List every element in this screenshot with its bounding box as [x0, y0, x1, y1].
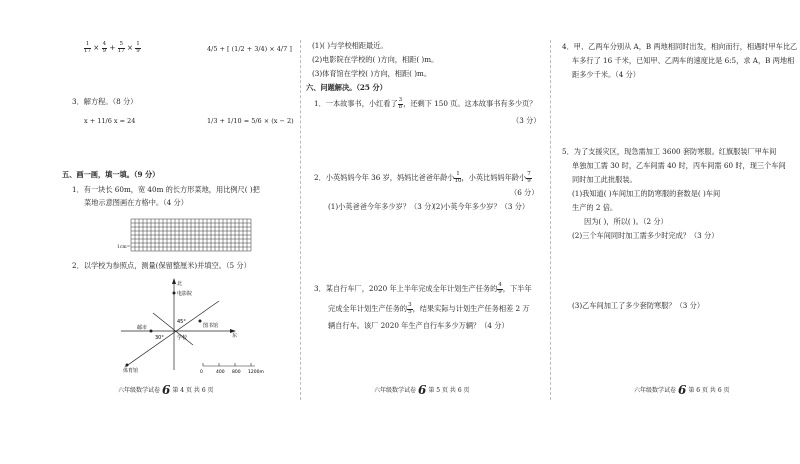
problem-3-line-1: 3．某自行车厂，2020 年上半年完成全年计划生产任务的 $\frac{4}{9}$ ，下半年	[314, 282, 532, 295]
page-4	[0, 0, 300, 464]
problem-2: 2．小英妈妈今年 36 岁，妈妈比爸爸年龄小 $\frac{1}{10}$ ，小英比妈妈年龄小 $\frac{7}{9}$	[314, 171, 531, 184]
north-arrow	[172, 278, 176, 284]
cinema-dot	[173, 292, 176, 295]
scale-tick-label: 400	[216, 370, 225, 375]
post-label: 邮市	[137, 325, 148, 331]
q2-title: 2．以学校为参照点，测量(保留整厘米)并填空。（5 分）	[72, 261, 251, 270]
scale-label: 1cm=	[117, 245, 131, 250]
problem-2-score: （6 分）	[510, 188, 539, 197]
gym-dot	[126, 364, 129, 367]
post-dot	[150, 330, 153, 333]
angle-45-label: 45°	[177, 319, 186, 325]
q5-line-3: 同时加工此批服装。	[572, 175, 637, 184]
equation-1: x + 11/6 x = 24	[84, 117, 136, 125]
angle-30-label: 30°	[155, 335, 164, 341]
page-6	[550, 0, 800, 464]
diagonal-line-1	[125, 301, 219, 367]
answer-line-1: (1)( )与学校相距最近。	[312, 41, 388, 50]
gym-label: 体育馆	[123, 368, 139, 374]
q1-line-a: 1．有一块长 60m，宽 40m 的长方形菜地，用比例尺( )把	[72, 185, 260, 194]
scale-ticks	[200, 363, 264, 375]
answer-line-3: (3)体育馆在学校( )方向，相距( )m。	[312, 69, 432, 78]
problem-3-line-3: 辆自行车。该厂 2020 年生产自行车多少万辆？（4 分）	[328, 321, 509, 330]
page-5-footer: 六年级数学试卷 6 第 5 页 共 6 页	[374, 383, 470, 397]
q5-sub2: (2)三个车间同时加工需多少时完成？（3 分）	[572, 231, 719, 240]
q5-sub1-line-2: 生产的 2 倍。	[572, 203, 618, 212]
calc-expression-2: 4/5 + [ (1/2 + 3/4) × 4/7 ]	[207, 45, 292, 53]
q5-line-2: 单独加工需 30 时，乙车间需 40 时，丙车间需 60 时，现三个车间	[572, 161, 786, 170]
page-5	[300, 0, 550, 464]
library-dot	[199, 320, 202, 323]
q3-title: 3．解方程。（8 分）	[72, 97, 138, 106]
scale-tick-label: 800	[232, 370, 241, 375]
q5-sub1-line-3: 因为( )，所以( )。（2 分）	[584, 217, 668, 226]
answer-line-2: (2)电影院在学校的( )方向，相距( )m。	[312, 55, 439, 64]
problem-2-q1: (1)小英爸爸今年多少岁？（3 分）	[328, 202, 439, 211]
page-4-footer: 六年级数学试卷 6 第 4 页 共 6 页	[118, 383, 214, 397]
q4-line-1: 4．甲、乙两车分别从 A，B 两地相同时出发，相向而行，相遇时甲车比乙	[562, 42, 798, 51]
q5-sub1-line-1: (1)我知道( )车间加工的防寒服的套数是( )车间	[572, 189, 721, 198]
drawing-grid[interactable]	[130, 218, 252, 252]
school-label: 学校	[177, 335, 188, 341]
north-label: 北	[177, 281, 183, 287]
q5-line-1: 5．为了支援灾区，现急需加工 3600 套防寒服。红旗服装厂甲车间	[562, 147, 777, 156]
q4-line-2: 车多行了 16 千米，已知甲、乙两车的速度比是 6:5，求 A，B 两地相	[572, 56, 795, 65]
section-5-title: 五、画一画，填一填。（9 分）	[62, 170, 160, 179]
problem-3-line-2: 完成全年计划生产任务的 $\frac{3}{5}$ ，结果实际与计划生产任务相差 2 万	[328, 302, 530, 315]
scale-tick-label: 0	[200, 370, 203, 375]
problem-2-q2: (2)小英今年多少岁？（3 分）	[433, 202, 530, 211]
q1-line-b: 菜地示意图画在方格中。（4 分）	[84, 198, 188, 207]
library-label: 图书馆	[203, 323, 219, 329]
scale-tick-label: 1200m	[248, 370, 264, 375]
location-map	[115, 275, 265, 375]
q5-sub3: (3)乙车间加工了多少套防寒服？（3 分）	[572, 301, 705, 310]
cinema-label: 电影院	[177, 291, 193, 297]
section-6-title: 六、问题解决。（25 分）	[306, 83, 387, 92]
page-6-footer: 六年级数学试卷 6 第 6 页 共 6 页	[634, 383, 730, 397]
equation-2: 1/3 + 1/10 = 5/6 × (x − 2)	[207, 117, 294, 125]
q4-line-3: 距多少千米。（4 分）	[572, 70, 640, 79]
problem-1: 1．一本故事书，小红看了 $\frac{3}{8}$ ，还剩下 150 页。这本故事书有多少页？	[314, 97, 537, 110]
east-label: 东	[232, 333, 238, 339]
calc-expression-1: $\frac{1}{17}$ × $\frac{4}{9}$ + $\frac{5}{17}$ × $\frac{1}{9}$	[84, 41, 140, 54]
problem-1-score: （3 分）	[512, 116, 541, 125]
